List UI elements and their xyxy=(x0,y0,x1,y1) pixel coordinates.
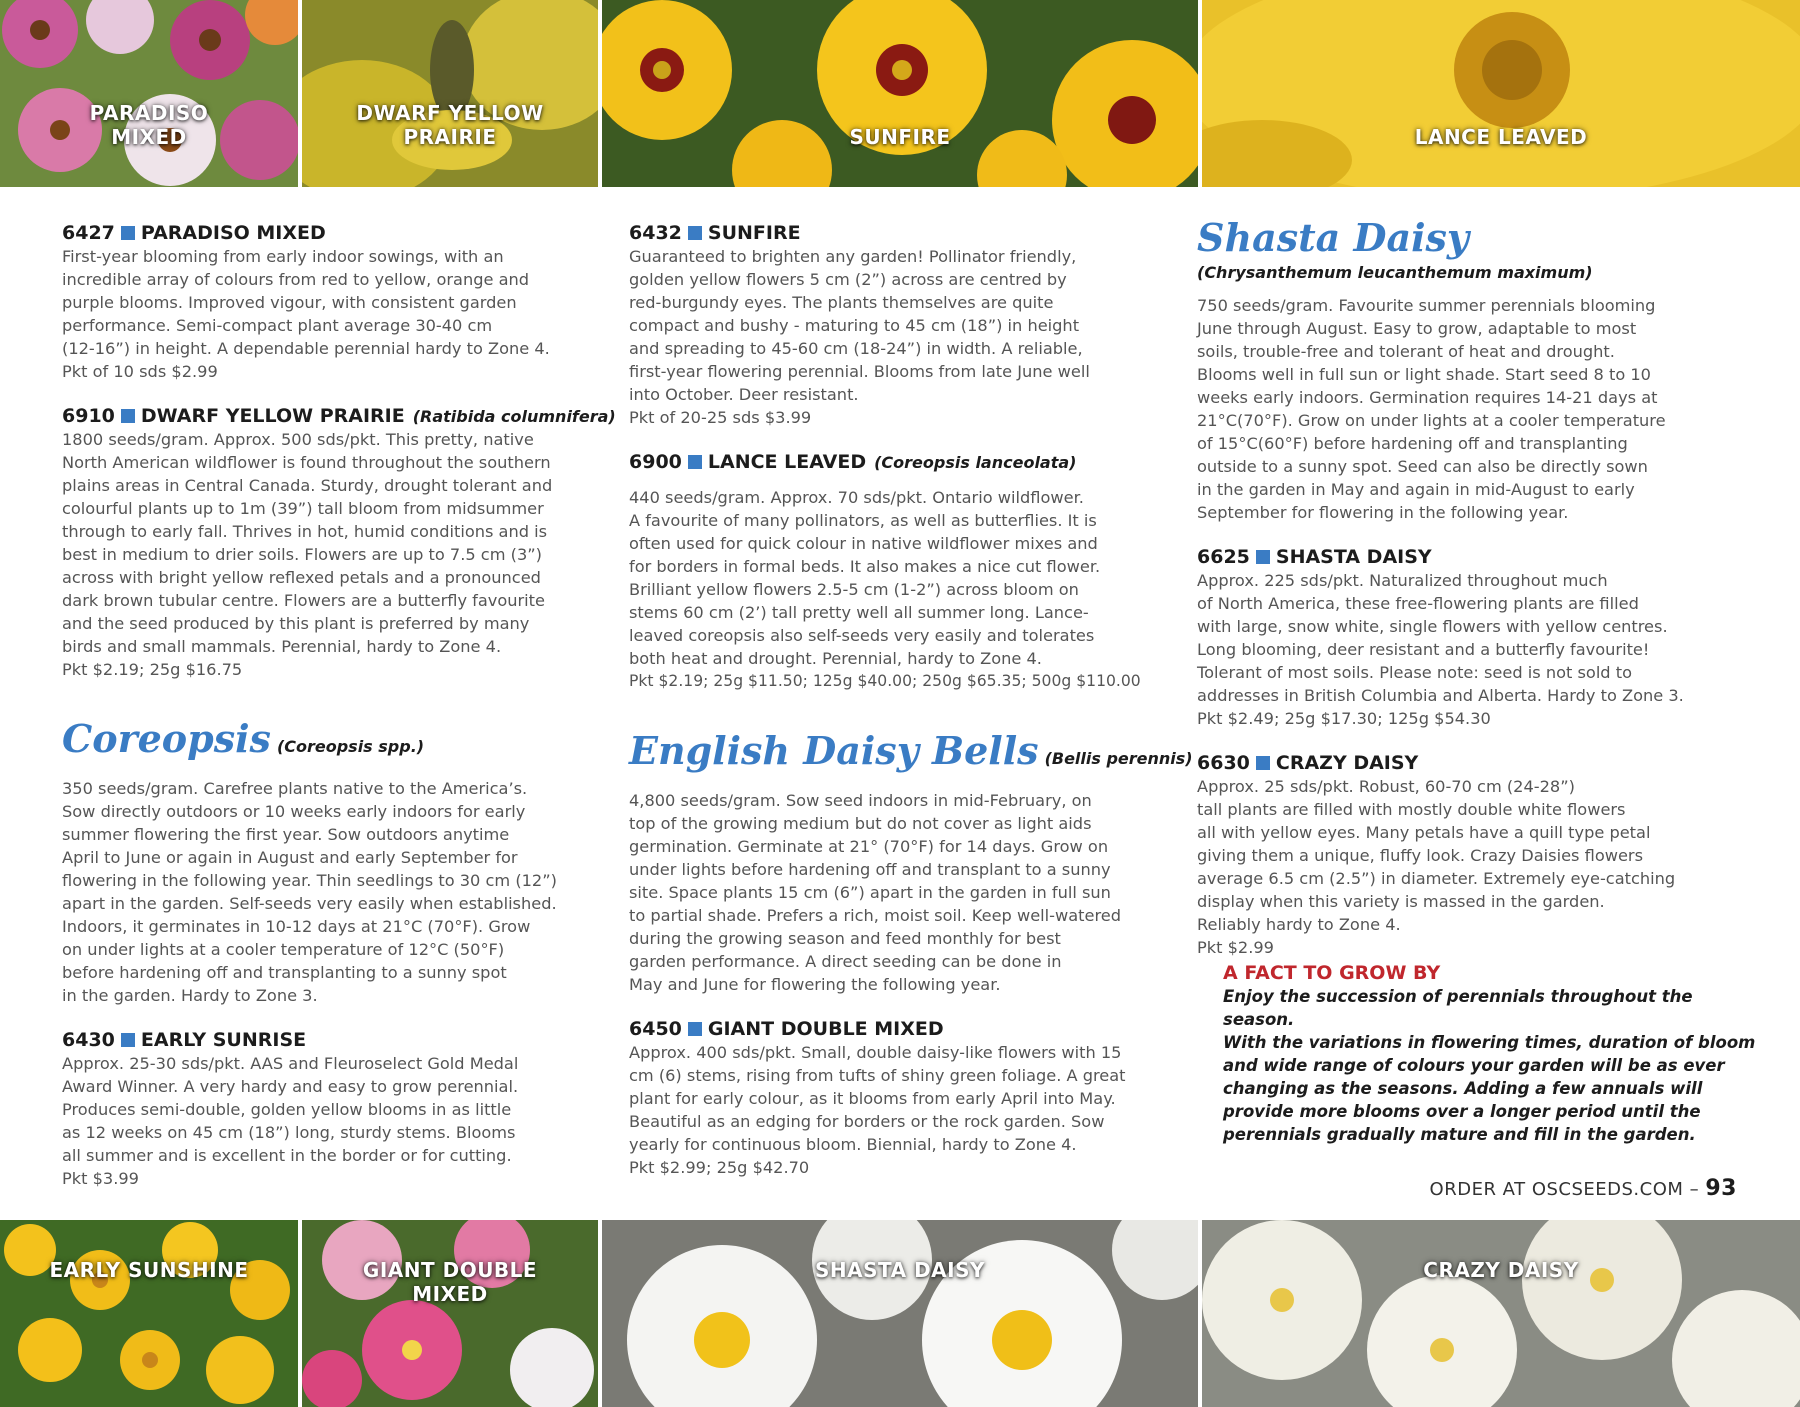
line: plant for early colour, as it blooms from early April into May. xyxy=(629,1089,1116,1108)
blue-square-icon xyxy=(121,1033,135,1047)
lance-leaved-coreopsis-image xyxy=(1202,0,1800,187)
line: display when this variety is massed in the garden. xyxy=(1197,892,1605,911)
line: through to early fall. Thrives in hot, humid conditions and is xyxy=(62,522,548,541)
line: A favourite of many pollinators, as well as butterflies. It is xyxy=(629,511,1097,530)
line: First-year blooming from early indoor sowings, with an xyxy=(62,247,504,266)
line: in the garden. Hardy to Zone 3. xyxy=(62,986,318,1005)
photo-caption: GIANT DOUBLE MIXED xyxy=(362,1258,538,1306)
english-daisy-image xyxy=(302,1220,598,1407)
line: April to June or again in August and early September for xyxy=(62,848,518,867)
entry-sunfire xyxy=(629,222,1174,429)
section-title xyxy=(62,717,612,769)
entry-heading xyxy=(1197,546,1757,569)
item-code: 6625 xyxy=(1197,546,1250,568)
line: colourful plants up to 1m (39”) tall bloom from midsummer xyxy=(62,499,544,518)
section-title-text: English Daisy Bells xyxy=(629,728,1039,773)
photo-paradiso-mixed xyxy=(0,0,298,187)
line: red-burgundy eyes. The plants themselves are quite xyxy=(629,293,1054,312)
item-code: 6910 xyxy=(62,405,115,427)
photo-caption: SHASTA DAISY xyxy=(815,1258,985,1282)
line: germination. Germinate at 21° (70°F) for 14 days. Grow on xyxy=(629,837,1109,856)
line: soils, trouble-free and tolerant of heat and drought. xyxy=(1197,342,1615,361)
line: giving them a unique, fluffy look. Crazy Daisies flowers xyxy=(1197,846,1644,865)
line: of North America, these free-flowering plants are filled xyxy=(1197,594,1639,613)
price: Pkt $2.19; 25g $16.75 xyxy=(62,660,243,679)
line: performance. Semi-compact plant average 30-40 cm xyxy=(62,316,493,335)
line: Approx. 225 sds/pkt. Naturalized throughout much xyxy=(1197,571,1608,590)
entry-heading xyxy=(1197,752,1757,775)
line: June through August. Easy to grow, adaptable to most xyxy=(1197,319,1637,338)
blue-square-icon xyxy=(1256,756,1270,770)
line: 1800 seeds/gram. Approx. 500 sds/pkt. This pretty, native xyxy=(62,430,534,449)
price: Pkt $2.49; 25g $17.30; 125g $54.30 xyxy=(1197,709,1491,728)
photo-caption: EARLY SUNSHINE xyxy=(49,1258,249,1282)
latin-name: (Coreopsis lanceolata) xyxy=(874,453,1077,472)
entry-early-sunrise xyxy=(62,1029,612,1190)
column-3 xyxy=(1197,216,1757,1146)
latin-name: (Chrysanthemum leucanthemum maximum) xyxy=(1197,263,1593,282)
photo-lance-leaved xyxy=(1202,0,1800,187)
column-1 xyxy=(62,222,616,1212)
entry-heading xyxy=(62,222,612,245)
latin-name: (Bellis perennis) xyxy=(1044,749,1193,768)
item-code: 6630 xyxy=(1197,752,1250,774)
photo-caption: SUNFIRE xyxy=(849,125,951,149)
line: into October. Deer resistant. xyxy=(629,385,859,404)
line: cm (6) stems, rising from tufts of shiny green foliage. A great xyxy=(629,1066,1126,1085)
crazy-daisy-image xyxy=(1202,1220,1800,1407)
page-number: 93 xyxy=(1705,1176,1737,1201)
item-code: 6900 xyxy=(629,451,682,473)
line: across with bright yellow reflexed petals and a pronounced xyxy=(62,568,541,587)
column-2 xyxy=(629,222,1193,1201)
fact-title: A FACT TO GROW BY xyxy=(1223,962,1441,984)
line: Produces semi-double, golden yellow blooms in as little xyxy=(62,1100,512,1119)
item-name: CRAZY DAISY xyxy=(1275,752,1419,774)
item-code: 6427 xyxy=(62,222,115,244)
line: 350 seeds/gram. Carefree plants native to the America’s. xyxy=(62,779,528,798)
line: 440 seeds/gram. Approx. 70 sds/pkt. Ontario wildflower. xyxy=(629,488,1084,507)
item-name: PARADISO MIXED xyxy=(140,222,326,244)
line: purple blooms. Improved vigour, with consistent garden xyxy=(62,293,517,312)
entry-heading xyxy=(62,405,616,428)
line: best in medium to drier soils. Flowers are up to 7.5 cm (3”) xyxy=(62,545,542,564)
photo-caption: LANCE LEAVED xyxy=(1414,125,1588,149)
line: on under lights at a cooler temperature of 12°C (50°F) xyxy=(62,940,505,959)
order-text: ORDER AT OSCSEEDS.COM – xyxy=(1429,1179,1706,1200)
entry-dwarf-yellow-prairie xyxy=(62,405,616,681)
line: under lights before hardening off and transplant to a sunny xyxy=(629,860,1111,879)
line: for borders in formal beds. It also makes a nice cut flower. xyxy=(629,557,1101,576)
blue-square-icon xyxy=(121,226,135,240)
price: Pkt $2.19; 25g $11.50; 125g $40.00; 250g $65.35; 500g $110.00 xyxy=(629,672,1141,690)
line: Tolerant of most soils. Please note: seed is not sold to xyxy=(1197,663,1632,682)
line: North American wildflower is found throughout the southern xyxy=(62,453,551,472)
line: before hardening off and transplanting to a sunny spot xyxy=(62,963,507,982)
entry-giant-double-mixed xyxy=(629,1018,1174,1179)
section-english-daisy-bells xyxy=(629,728,1193,996)
line: Approx. 400 sds/pkt. Small, double daisy-like flowers with 15 xyxy=(629,1043,1122,1062)
line: Guaranteed to brighten any garden! Pollinator friendly, xyxy=(629,247,1077,266)
top-photo-row xyxy=(0,0,1800,187)
line: September for flowering in the following year. xyxy=(1197,503,1569,522)
item-name: DWARF YELLOW PRAIRIE xyxy=(140,405,405,427)
line: plains areas in Central Canada. Sturdy, drought tolerant and xyxy=(62,476,553,495)
line: garden performance. A direct seeding can be done in xyxy=(629,952,1062,971)
fact-line: With the variations in flowering times, duration of bloom xyxy=(1223,1033,1756,1052)
section-title xyxy=(629,728,1193,781)
line: Brilliant yellow flowers 2.5-5 cm (1-2”) across bloom on xyxy=(629,580,1079,599)
entry-lance-leaved xyxy=(629,451,1174,693)
line: addresses in British Columbia and Alberta. Hardy to Zone 3. xyxy=(1197,686,1684,705)
fact-line: Enjoy the succession of perennials throughout the season. xyxy=(1223,987,1693,1029)
price: Pkt of 20-25 sds $3.99 xyxy=(629,408,812,427)
line: site. Space plants 15 cm (6”) apart in the garden in full sun xyxy=(629,883,1111,902)
line: Indoors, it germinates in 10-12 days at 21°C (70°F). Grow xyxy=(62,917,531,936)
line: 4,800 seeds/gram. Sow seed indoors in mid-February, on xyxy=(629,791,1092,810)
entry-heading xyxy=(629,451,1174,474)
line: to partial shade. Prefers a rich, moist soil. Keep well-watered xyxy=(629,906,1121,925)
item-name: SUNFIRE xyxy=(707,222,801,244)
entry-crazy-daisy xyxy=(1197,752,1757,959)
entry-shasta-daisy xyxy=(1197,546,1757,730)
entry-heading xyxy=(629,1018,1174,1041)
item-name: SHASTA DAISY xyxy=(1275,546,1432,568)
entry-heading xyxy=(62,1029,612,1052)
line: yearly for continuous bloom. Biennial, hardy to Zone 4. xyxy=(629,1135,1077,1154)
line: May and June for flowering the following year. xyxy=(629,975,1001,994)
item-name: EARLY SUNRISE xyxy=(140,1029,307,1051)
photo-crazy-daisy xyxy=(1202,1220,1800,1407)
price: Pkt of 10 sds $2.99 xyxy=(62,362,218,381)
blue-square-icon xyxy=(121,409,135,423)
line: Blooms well in full sun or light shade. Start seed 8 to 10 xyxy=(1197,365,1651,384)
price: Pkt $3.99 xyxy=(62,1169,139,1188)
line: and spreading to 45-60 cm (18-24”) in width. A reliable, xyxy=(629,339,1083,358)
entry-paradiso-mixed xyxy=(62,222,612,383)
line: first-year flowering perennial. Blooms from late June well xyxy=(629,362,1090,381)
line: and the seed produced by this plant is preferred by many xyxy=(62,614,530,633)
line: in the garden in May and again in mid-August to early xyxy=(1197,480,1635,499)
price: Pkt $2.99; 25g $42.70 xyxy=(629,1158,810,1177)
entry-heading xyxy=(629,222,1174,245)
line: birds and small mammals. Perennial, hardy to Zone 4. xyxy=(62,637,502,656)
line: as 12 weeks on 45 cm (18”) long, sturdy stems. Blooms xyxy=(62,1123,516,1142)
line: Beautiful as an edging for borders or the rock garden. Sow xyxy=(629,1112,1105,1131)
early-sunrise-image xyxy=(0,1220,298,1407)
fact-line: changing as the seasons. Adding a few annuals will xyxy=(1223,1079,1703,1098)
line: (12-16”) in height. A dependable perennial hardy to Zone 4. xyxy=(62,339,550,358)
line: top of the growing medium but do not cover as light aids xyxy=(629,814,1092,833)
line: both heat and drought. Perennial, hardy to Zone 4. xyxy=(629,649,1042,668)
fact-line: perennials gradually mature and fill in the garden. xyxy=(1223,1125,1696,1144)
shasta-daisy-image xyxy=(602,1220,1198,1407)
line: Reliably hardy to Zone 4. xyxy=(1197,915,1401,934)
item-code: 6430 xyxy=(62,1029,115,1051)
prairie-coneflower-image xyxy=(302,0,598,187)
line: of 15°C(60°F) before hardening off and transplanting xyxy=(1197,434,1628,453)
photo-caption: DWARF YELLOW PRAIRIE xyxy=(356,101,544,149)
photo-early-sunshine xyxy=(0,1220,298,1407)
blue-square-icon xyxy=(1256,550,1270,564)
latin-name: (Coreopsis spp.) xyxy=(276,737,425,756)
line: compact and bushy - maturing to 45 cm (18”) in height xyxy=(629,316,1080,335)
coneflower-image xyxy=(0,0,298,187)
section-title-text: Coreopsis xyxy=(62,716,271,761)
line: dark brown tubular centre. Flowers are a butterfly favourite xyxy=(62,591,545,610)
line: Approx. 25-30 sds/pkt. AAS and Fleuroselect Gold Medal xyxy=(62,1054,519,1073)
line: stems 60 cm (2’) tall pretty well all summer long. Lance- xyxy=(629,603,1089,622)
fact-line: provide more blooms over a longer period until the xyxy=(1223,1102,1701,1121)
line: average 6.5 cm (2.5”) in diameter. Extremely eye-catching xyxy=(1197,869,1676,888)
price: Pkt $2.99 xyxy=(1197,938,1274,957)
blue-square-icon xyxy=(688,1022,702,1036)
fact-line: and wide range of colours your garden will be as ever xyxy=(1223,1056,1725,1075)
line: all with yellow eyes. Many petals have a quill type petal xyxy=(1197,823,1651,842)
line: Sow directly outdoors or 10 weeks early indoors for early xyxy=(62,802,526,821)
photo-dwarf-yellow-prairie xyxy=(302,0,598,187)
line: Long blooming, deer resistant and a butterfly favourite! xyxy=(1197,640,1650,659)
item-name: GIANT DOUBLE MIXED xyxy=(707,1018,944,1040)
photo-shasta-daisy xyxy=(602,1220,1198,1407)
fact-to-grow-by xyxy=(1223,961,1757,1146)
item-name: LANCE LEAVED xyxy=(707,451,867,473)
latin-name: (Ratibida columnifera) xyxy=(412,407,616,426)
line: tall plants are filled with mostly double white flowers xyxy=(1197,800,1626,819)
photo-caption: CRAZY DAISY xyxy=(1423,1258,1579,1282)
section-title: Shasta Daisy xyxy=(1197,215,1469,260)
line: weeks early indoors. Germination requires 14-21 days at xyxy=(1197,388,1658,407)
photo-sunfire xyxy=(602,0,1198,187)
line: often used for quick colour in native wildflower mixes and xyxy=(629,534,1098,553)
line: during the growing season and feed monthly for best xyxy=(629,929,1061,948)
line: golden yellow flowers 5 cm (2”) across are centred by xyxy=(629,270,1067,289)
photo-caption: PARADISO MIXED xyxy=(89,101,209,149)
line: all summer and is excellent in the border or for cutting. xyxy=(62,1146,512,1165)
item-code: 6450 xyxy=(629,1018,682,1040)
blue-square-icon xyxy=(688,226,702,240)
line: Award Winner. A very hardy and easy to grow perennial. xyxy=(62,1077,519,1096)
section-coreopsis xyxy=(62,717,612,1007)
line: apart in the garden. Self-seeds very easily when established. xyxy=(62,894,557,913)
blue-square-icon xyxy=(688,455,702,469)
line: with large, snow white, single flowers with yellow centres. xyxy=(1197,617,1668,636)
line: outside to a sunny spot. Seed can also be directly sown xyxy=(1197,457,1648,476)
sunfire-coreopsis-image xyxy=(602,0,1198,187)
line: leaved coreopsis also self-seeds very easily and tolerates xyxy=(629,626,1095,645)
line: incredible array of colours from red to yellow, orange and xyxy=(62,270,530,289)
bottom-photo-row xyxy=(0,1220,1800,1407)
line: Approx. 25 sds/pkt. Robust, 60-70 cm (24-28”) xyxy=(1197,777,1575,796)
line: 750 seeds/gram. Favourite summer perennials blooming xyxy=(1197,296,1656,315)
line: flowering in the following year. Thin seedlings to 30 cm (12”) xyxy=(62,871,557,890)
page-footer xyxy=(1300,1176,1737,1201)
section-shasta-daisy xyxy=(1197,216,1757,524)
line: summer flowering the first year. Sow outdoors anytime xyxy=(62,825,510,844)
item-code: 6432 xyxy=(629,222,682,244)
line: 21°C(70°F). Grow on under lights at a cooler temperature xyxy=(1197,411,1666,430)
photo-giant-double-mixed xyxy=(302,1220,598,1407)
